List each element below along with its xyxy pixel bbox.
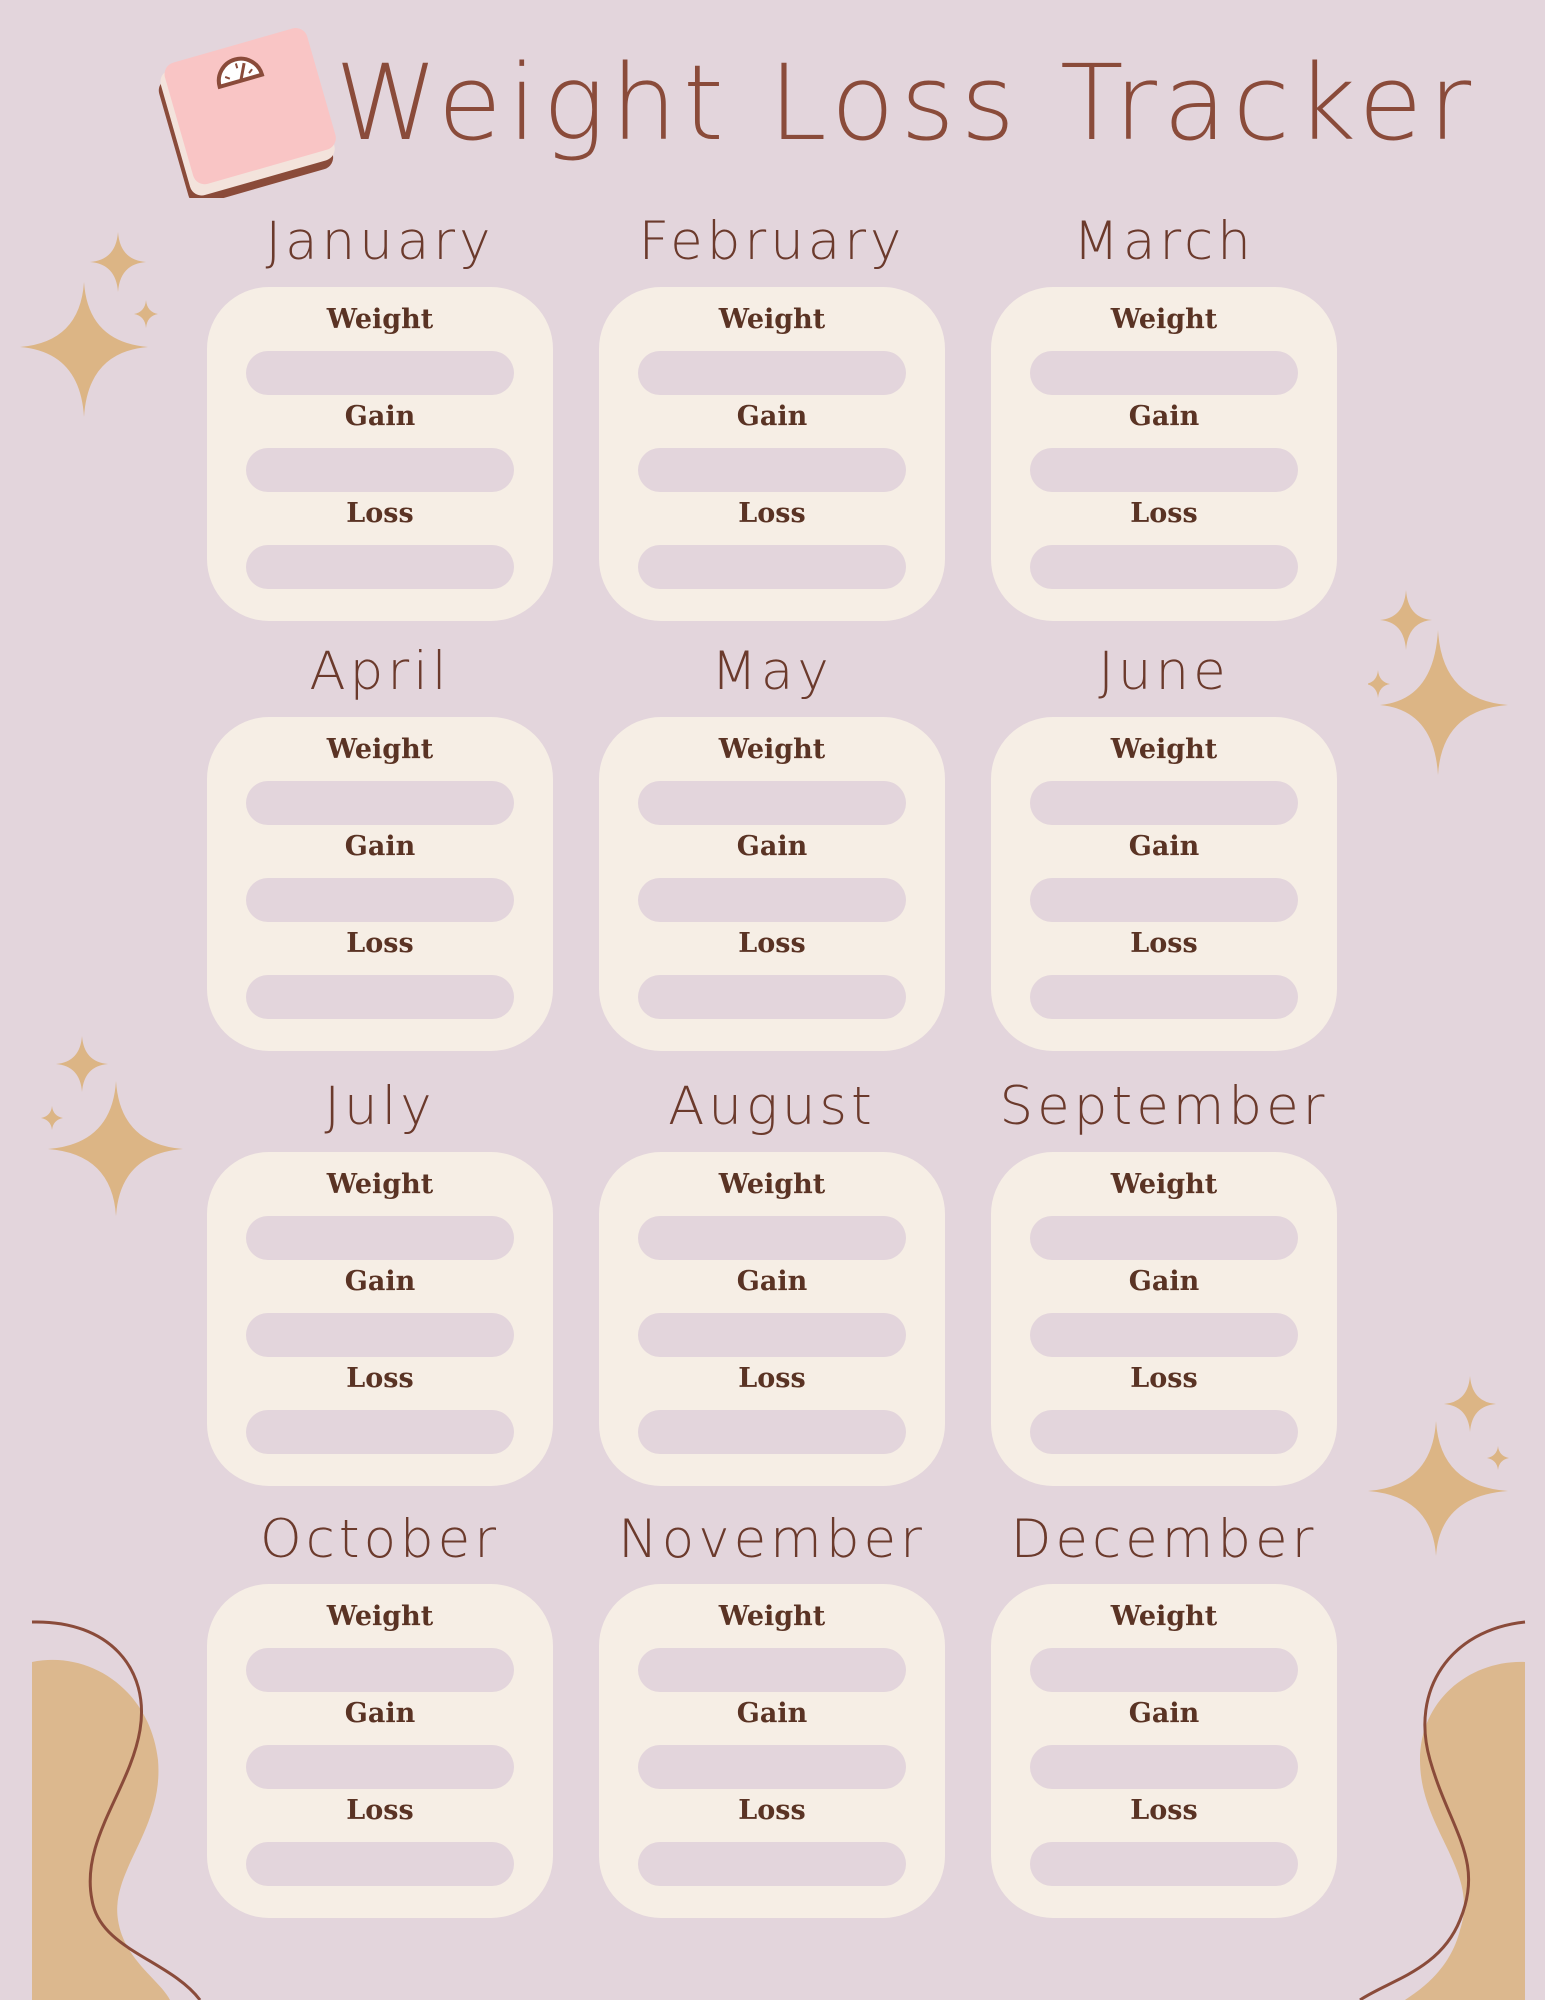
october-weight-field[interactable] [246, 1648, 514, 1692]
gain-label: Gain [736, 401, 808, 432]
gain-label: Gain [344, 1698, 416, 1729]
may-weight-field[interactable] [638, 781, 906, 825]
month-title-march: March [1073, 211, 1255, 272]
september-weight-field[interactable] [1030, 1216, 1298, 1260]
month-title-september: September [999, 1076, 1329, 1137]
month-card-july [207, 1152, 553, 1486]
july-loss-field[interactable] [246, 1410, 514, 1454]
weight-label: Weight [326, 1601, 434, 1632]
june-loss-field[interactable] [1030, 975, 1298, 1019]
april-gain-field[interactable] [246, 878, 514, 922]
may-loss-field[interactable] [638, 975, 906, 1019]
month-title-june: June [1098, 641, 1230, 702]
loss-label: Loss [1130, 928, 1198, 959]
weight-label: Weight [718, 304, 826, 335]
november-weight-field[interactable] [638, 1648, 906, 1692]
month-title-april: April [309, 641, 451, 702]
weight-label: Weight [718, 1169, 826, 1200]
page-title: Weight Loss Tracker [335, 42, 1478, 164]
loss-label: Loss [346, 928, 414, 959]
october-gain-field[interactable] [246, 1745, 514, 1789]
loss-label: Loss [738, 1363, 806, 1394]
september-gain-field[interactable] [1030, 1313, 1298, 1357]
weight-label: Weight [718, 1601, 826, 1632]
november-loss-field[interactable] [638, 1842, 906, 1886]
sparkle-icon [38, 1036, 188, 1221]
month-title-january: January [265, 211, 495, 272]
january-weight-field[interactable] [246, 351, 514, 395]
weight-label: Weight [1110, 304, 1218, 335]
weight-label: Weight [1110, 1601, 1218, 1632]
sparkle-icon [1368, 1376, 1518, 1561]
august-gain-field[interactable] [638, 1313, 906, 1357]
month-title-november: November [618, 1509, 926, 1570]
loss-label: Loss [346, 1795, 414, 1826]
april-weight-field[interactable] [246, 781, 514, 825]
month-title-december: December [1010, 1509, 1318, 1570]
loss-label: Loss [1130, 1363, 1198, 1394]
august-loss-field[interactable] [638, 1410, 906, 1454]
loss-label: Loss [738, 928, 806, 959]
gain-label: Gain [1128, 1698, 1200, 1729]
sparkle-icon [1368, 590, 1518, 775]
november-gain-field[interactable] [638, 1745, 906, 1789]
january-loss-field[interactable] [246, 545, 514, 589]
weight-label: Weight [326, 734, 434, 765]
loss-label: Loss [346, 1363, 414, 1394]
gain-label: Gain [344, 1266, 416, 1297]
july-gain-field[interactable] [246, 1313, 514, 1357]
month-card-april [207, 717, 553, 1051]
month-card-november [599, 1584, 945, 1918]
month-card-october [207, 1584, 553, 1918]
month-title-may: May [711, 641, 833, 702]
december-gain-field[interactable] [1030, 1745, 1298, 1789]
gain-label: Gain [1128, 1266, 1200, 1297]
january-gain-field[interactable] [246, 448, 514, 492]
weight-label: Weight [718, 734, 826, 765]
june-weight-field[interactable] [1030, 781, 1298, 825]
june-gain-field[interactable] [1030, 878, 1298, 922]
weight-label: Weight [1110, 1169, 1218, 1200]
bathroom-scale-icon [148, 28, 348, 198]
july-weight-field[interactable] [246, 1216, 514, 1260]
month-title-july: July [324, 1076, 436, 1137]
month-card-december [991, 1584, 1337, 1918]
march-weight-field[interactable] [1030, 351, 1298, 395]
month-card-february [599, 287, 945, 621]
gain-label: Gain [736, 1698, 808, 1729]
march-gain-field[interactable] [1030, 448, 1298, 492]
april-loss-field[interactable] [246, 975, 514, 1019]
august-weight-field[interactable] [638, 1216, 906, 1260]
weight-label: Weight [326, 304, 434, 335]
may-gain-field[interactable] [638, 878, 906, 922]
month-card-january [207, 287, 553, 621]
month-card-september [991, 1152, 1337, 1486]
gain-label: Gain [344, 831, 416, 862]
month-card-august [599, 1152, 945, 1486]
month-title-february: February [638, 211, 906, 272]
september-loss-field[interactable] [1030, 1410, 1298, 1454]
month-card-may [599, 717, 945, 1051]
loss-label: Loss [346, 498, 414, 529]
loss-label: Loss [738, 498, 806, 529]
october-loss-field[interactable] [246, 1842, 514, 1886]
december-loss-field[interactable] [1030, 1842, 1298, 1886]
month-title-october: October [259, 1509, 501, 1570]
gain-label: Gain [736, 831, 808, 862]
february-weight-field[interactable] [638, 351, 906, 395]
weight-label: Weight [1110, 734, 1218, 765]
february-gain-field[interactable] [638, 448, 906, 492]
gain-label: Gain [1128, 831, 1200, 862]
gain-label: Gain [344, 401, 416, 432]
march-loss-field[interactable] [1030, 545, 1298, 589]
loss-label: Loss [738, 1795, 806, 1826]
month-card-june [991, 717, 1337, 1051]
december-weight-field[interactable] [1030, 1648, 1298, 1692]
month-title-august: August [668, 1076, 876, 1137]
sparkle-icon [18, 232, 168, 417]
february-loss-field[interactable] [638, 545, 906, 589]
gain-label: Gain [736, 1266, 808, 1297]
gain-label: Gain [1128, 401, 1200, 432]
bottom-right-wave-decoration [1320, 1600, 1545, 2000]
loss-label: Loss [1130, 498, 1198, 529]
weight-label: Weight [326, 1169, 434, 1200]
month-card-march [991, 287, 1337, 621]
loss-label: Loss [1130, 1795, 1198, 1826]
